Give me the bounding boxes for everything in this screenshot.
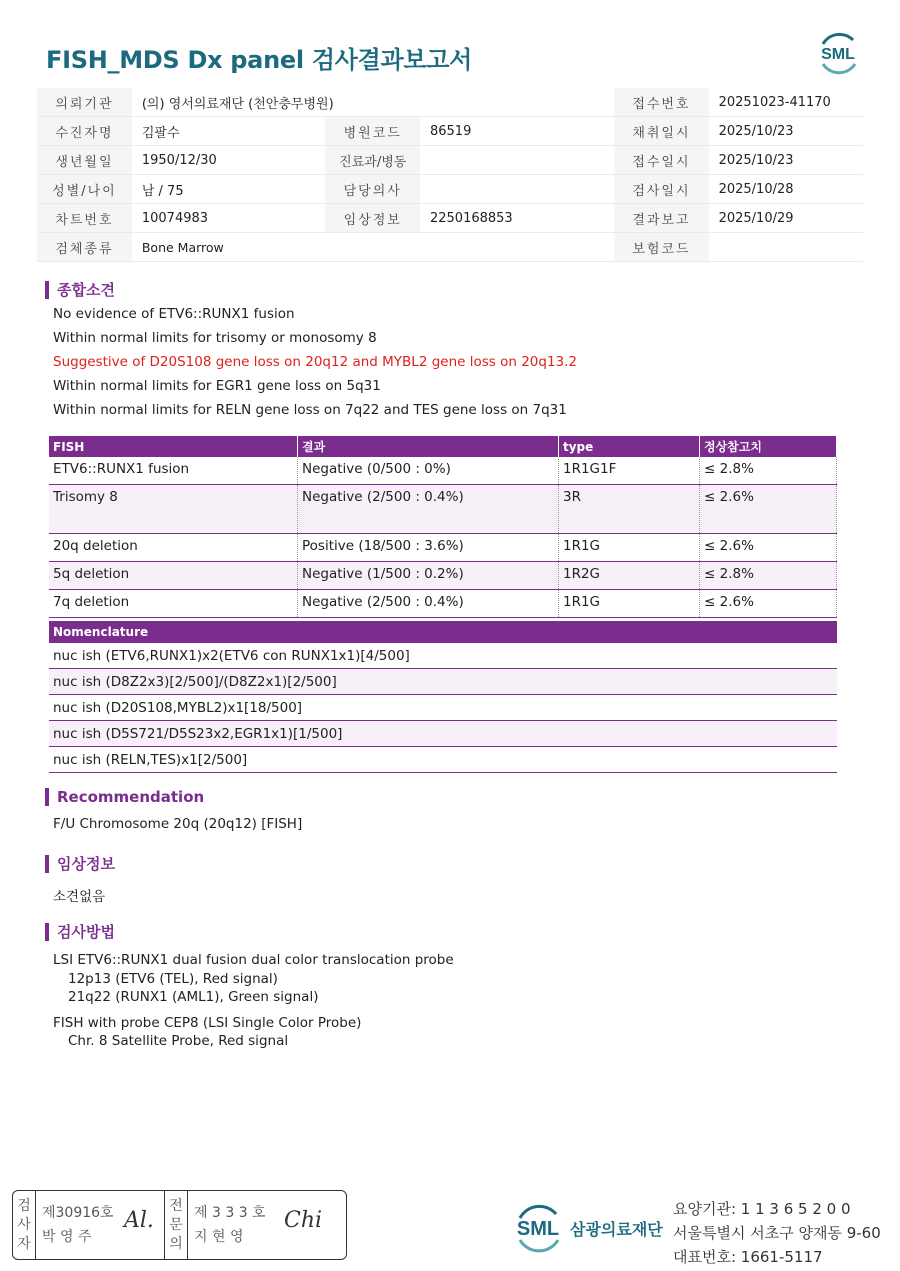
cell: ≤ 2.6% <box>700 590 837 618</box>
value: 2025/10/29 <box>709 204 863 233</box>
table-row <box>37 204 863 233</box>
method-line: 21q22 (RUNX1 (AML1), Green signal) <box>68 989 319 1005</box>
sml-logo <box>815 30 861 76</box>
table-row <box>37 88 863 117</box>
value: 김팔수 <box>132 117 326 146</box>
value <box>709 233 863 262</box>
cell: Negative (2/500 : 0.4%) <box>298 590 559 618</box>
cell: ≤ 2.8% <box>700 457 837 485</box>
table-row <box>37 146 863 175</box>
value: 2025/10/23 <box>709 146 863 175</box>
label: 병원코드 <box>325 117 420 146</box>
doctor-name: 지 현 영 <box>194 1229 244 1245</box>
signature-box <box>12 1190 347 1260</box>
svg-text:SML: SML <box>516 1218 560 1240</box>
label: 수진자명 <box>37 117 132 146</box>
summary-line: Within normal limits for trisomy or monosomy 8 <box>53 330 377 346</box>
examiner-license: 제30916호 <box>42 1205 114 1221</box>
clinical-heading: 임상정보 <box>45 855 115 873</box>
cell: 1R2G <box>559 562 700 590</box>
cell: 5q deletion <box>49 562 298 590</box>
cell: Negative (0/500 : 0%) <box>298 457 559 485</box>
table-row <box>49 721 837 747</box>
summary-line: No evidence of ETV6::RUNX1 fusion <box>53 306 295 322</box>
cell: 1R1G1F <box>559 457 700 485</box>
value: 1950/12/30 <box>132 146 326 175</box>
cell: 1R1G <box>559 534 700 562</box>
table-row <box>49 643 837 669</box>
org-logo <box>510 1200 663 1256</box>
value: 20251023-41170 <box>709 88 863 117</box>
table-row <box>49 747 837 773</box>
cell: ETV6::RUNX1 fusion <box>49 457 298 485</box>
doctor-license: 제 3 3 3 호 <box>194 1205 266 1221</box>
table-row <box>49 590 837 618</box>
patient-info-table <box>37 88 863 262</box>
clinical-text: 소견없음 <box>53 889 106 905</box>
table-row <box>37 117 863 146</box>
label: 의뢰기관 <box>37 88 132 117</box>
value: 2025/10/23 <box>709 117 863 146</box>
doctor-label: 전문의 <box>165 1191 188 1259</box>
label: 결과보고 <box>614 204 708 233</box>
method-line: Chr. 8 Satellite Probe, Red signal <box>68 1033 289 1049</box>
summary-line: Within normal limits for RELN gene loss on 7q22 and TES gene loss on 7q31 <box>53 402 567 418</box>
org-name: 삼광의료재단 <box>570 1219 663 1239</box>
cell: ≤ 2.6% <box>700 534 837 562</box>
cell: 7q deletion <box>49 590 298 618</box>
table-row <box>49 457 837 485</box>
column-header: Nomenclature <box>49 621 837 643</box>
recommendation-heading: Recommendation <box>45 788 204 806</box>
org-code: 요양기관: 1 1 3 6 5 2 0 0 <box>673 1200 851 1218</box>
examiner-signature: Al. <box>124 1208 154 1233</box>
cell: nuc ish (D20S108,MYBL2)x1[18/500] <box>49 695 837 721</box>
org-phone: 대표번호: 1661-5117 <box>673 1248 823 1266</box>
label: 성별/나이 <box>37 175 132 204</box>
nomenclature-table <box>49 621 837 773</box>
value: 10074983 <box>132 204 326 233</box>
examiner-cell <box>36 1191 165 1259</box>
label: 접수번호 <box>614 88 708 117</box>
cell: Positive (18/500 : 3.6%) <box>298 534 559 562</box>
method-heading: 검사방법 <box>45 923 115 941</box>
label: 채취일시 <box>614 117 708 146</box>
label: 접수일시 <box>614 146 708 175</box>
summary-line-highlight: Suggestive of D20S108 gene loss on 20q12 and MYBL2 gene loss on 20q13.2 <box>53 354 578 370</box>
value: 2250168853 <box>420 204 614 233</box>
cell: nuc ish (D8Z2x3)[2/500]/(D8Z2x1)[2/500] <box>49 669 837 695</box>
org-address: 서울특별시 서초구 양재동 9-60 <box>673 1224 881 1242</box>
label: 진료과/병동 <box>325 146 420 175</box>
label: 검체종류 <box>37 233 132 262</box>
column-header: type <box>559 436 700 457</box>
cell: Negative (2/500 : 0.4%) <box>298 485 559 534</box>
value: Bone Marrow <box>132 233 614 262</box>
org-info <box>673 1197 881 1269</box>
column-header: 정상참고치 <box>700 436 837 457</box>
value: (의) 영서의료재단 (천안충무병원) <box>132 88 614 117</box>
report-title: FISH_MDS Dx panel 검사결과보고서 <box>46 46 473 74</box>
table-row <box>49 695 837 721</box>
doctor-signature: Chi <box>284 1208 323 1233</box>
doctor-cell <box>188 1191 346 1259</box>
label: 검사일시 <box>614 175 708 204</box>
recommendation-text: F/U Chromosome 20q (20q12) [FISH] <box>53 816 303 832</box>
value: 86519 <box>420 117 614 146</box>
cell: Negative (1/500 : 0.2%) <box>298 562 559 590</box>
method-line: 12p13 (ETV6 (TEL), Red signal) <box>68 971 278 987</box>
method-line: LSI ETV6::RUNX1 dual fusion dual color translocation probe <box>53 952 454 968</box>
cell: ≤ 2.6% <box>700 485 837 534</box>
label: 임상정보 <box>325 204 420 233</box>
cell: 20q deletion <box>49 534 298 562</box>
table-row <box>49 534 837 562</box>
label: 담당의사 <box>325 175 420 204</box>
cell: nuc ish (ETV6,RUNX1)x2(ETV6 con RUNX1x1)[4/500] <box>49 643 837 669</box>
fish-results-table <box>49 436 837 618</box>
summary-line: Within normal limits for EGR1 gene loss on 5q31 <box>53 378 381 394</box>
label: 차트번호 <box>37 204 132 233</box>
column-header: 결과 <box>298 436 559 457</box>
cell: nuc ish (RELN,TES)x1[2/500] <box>49 747 837 773</box>
label: 보험코드 <box>614 233 708 262</box>
summary-heading: 종합소견 <box>45 281 115 299</box>
examiner-name: 박 영 주 <box>42 1229 92 1245</box>
cell: 1R1G <box>559 590 700 618</box>
cell: ≤ 2.8% <box>700 562 837 590</box>
cell: nuc ish (D5S721/D5S23x2,EGR1x1)[1/500] <box>49 721 837 747</box>
column-header: FISH <box>49 436 298 457</box>
label: 생년월일 <box>37 146 132 175</box>
value <box>420 175 614 204</box>
table-row <box>37 233 863 262</box>
value: 남 / 75 <box>132 175 326 204</box>
examiner-label: 검사자 <box>13 1191 36 1259</box>
table-row <box>37 175 863 204</box>
value <box>420 146 614 175</box>
table-row <box>49 485 837 534</box>
value: 2025/10/28 <box>709 175 863 204</box>
cell: Trisomy 8 <box>49 485 298 534</box>
table-row <box>49 562 837 590</box>
table-row <box>49 669 837 695</box>
svg-text:SML: SML <box>821 46 855 63</box>
method-line: FISH with probe CEP8 (LSI Single Color Probe) <box>53 1015 362 1031</box>
cell: 3R <box>559 485 700 534</box>
sml-logo-icon <box>510 1200 566 1256</box>
